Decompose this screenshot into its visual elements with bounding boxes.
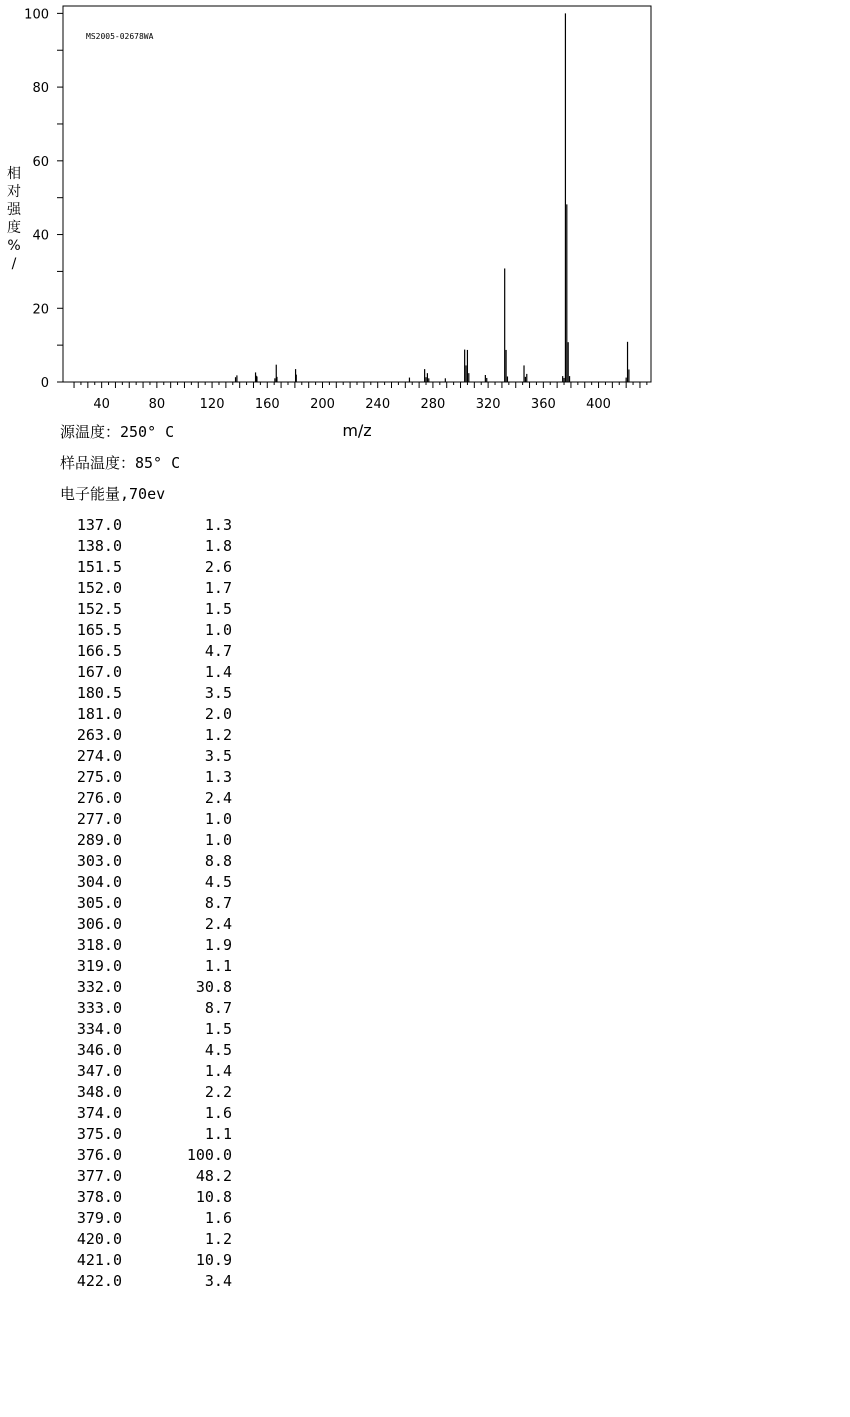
table-row [62,1187,232,1208]
mz-cell: 263.0 [76,726,122,744]
table-row [62,1103,232,1124]
mz-cell: 151.5 [76,558,122,576]
table-row [62,1250,232,1271]
table-row [62,935,232,956]
x-tick-label: 360 [530,397,556,412]
table-row [62,662,232,683]
mz-cell: 318.0 [76,936,122,954]
y-tick-label: 20 [32,302,49,318]
abundance-cell: 1.1 [204,957,232,975]
x-tick-label: 160 [254,397,280,412]
table-row [62,683,232,704]
abundance-cell: 10.8 [195,1188,232,1206]
table-row [62,536,232,557]
table-row [62,1271,232,1292]
table-row [62,767,232,788]
mz-cell: 347.0 [76,1062,122,1080]
mz-cell: 375.0 [76,1125,122,1143]
table-row [62,725,232,746]
mz-cell: 166.5 [76,642,122,660]
abundance-cell: 2.6 [204,558,232,576]
abundance-cell: 1.8 [204,537,232,555]
abundance-cell: 1.1 [204,1125,232,1143]
abundance-cell: 1.6 [204,1209,232,1227]
mz-cell: 348.0 [76,1083,122,1101]
x-tick-label: 400 [586,397,611,412]
table-row [62,1040,232,1061]
x-tick-label: 240 [365,397,391,412]
y-axis-label-text: 相对强度% / [7,166,21,272]
mz-cell: 421.0 [76,1251,122,1269]
y-tick-label: 60 [32,154,49,170]
table-row [62,788,232,809]
abundance-cell: 1.0 [204,810,232,828]
source-temperature: 源温度：250° C [60,423,175,441]
abundance-cell: 2.0 [204,705,232,723]
y-axis-ticks [24,7,63,391]
abundance-cell: 3.5 [204,684,232,702]
table-row [62,914,232,935]
table-row [62,872,232,893]
abundance-cell: 4.5 [204,1041,232,1059]
table-row [62,578,232,599]
abundance-cell: 3.4 [204,1272,232,1290]
table-row [62,809,232,830]
mz-cell: 152.0 [76,579,122,597]
abundance-cell: 1.4 [204,663,232,681]
abundance-cell: 1.0 [204,831,232,849]
table-row [62,977,232,998]
mz-cell: 180.5 [76,684,122,702]
table-row [62,1082,232,1103]
mz-cell: 277.0 [76,810,122,828]
x-tick-label: 120 [199,397,225,412]
mz-cell: 165.5 [76,621,122,639]
x-axis-label: m/z [342,421,372,440]
table-row [62,1145,232,1166]
x-tick-label: 80 [148,397,166,412]
mz-cell: 374.0 [76,1104,122,1122]
mz-cell: 274.0 [76,747,122,765]
abundance-cell: 1.3 [204,516,232,534]
mz-cell: 346.0 [76,1041,122,1059]
table-row [62,830,232,851]
table-row [62,599,232,620]
mz-cell: 181.0 [76,705,122,723]
mz-cell: 138.0 [76,537,122,555]
abundance-cell: 100.0 [186,1146,232,1164]
mz-cell: 152.5 [76,600,122,618]
abundance-cell: 1.5 [204,600,232,618]
mz-cell: 303.0 [76,852,122,870]
abundance-cell: 8.7 [204,894,232,912]
mz-cell: 304.0 [76,873,122,891]
mz-cell: 289.0 [76,831,122,849]
abundance-cell: 8.8 [204,852,232,870]
y-tick-label: 0 [40,376,49,391]
spectrum-code: MS2005-02678WA [86,32,154,41]
abundance-cell: 1.9 [204,936,232,954]
table-row [62,998,232,1019]
abundance-cell: 10.9 [195,1251,232,1269]
abundance-cell: 1.2 [204,1230,232,1248]
table-row [62,1208,232,1229]
mz-cell: 305.0 [76,894,122,912]
y-tick-label: 80 [32,81,49,97]
table-row [62,1019,232,1040]
abundance-cell: 48.2 [195,1167,232,1185]
mz-cell: 333.0 [76,999,122,1017]
mz-cell: 378.0 [76,1188,122,1206]
mz-cell: 276.0 [76,789,122,807]
table-row [62,557,232,578]
abundance-cell: 30.8 [195,978,232,996]
table-row [62,704,232,725]
table-row [62,1124,232,1145]
abundance-cell: 4.7 [204,642,232,660]
abundance-cell: 2.2 [204,1083,232,1101]
mass-spectrum-chart [0,0,850,445]
table-row [62,956,232,977]
mz-cell: 420.0 [76,1230,122,1248]
sample-temperature: 样品温度：85° C [60,454,181,472]
abundance-cell: 1.5 [204,1020,232,1038]
x-axis-ticks [74,382,647,412]
mz-cell: 379.0 [76,1209,122,1227]
y-tick-label: 40 [32,228,49,244]
abundance-cell: 4.5 [204,873,232,891]
mz-cell: 319.0 [76,957,122,975]
table-row [62,746,232,767]
table-row [62,641,232,662]
mz-cell: 376.0 [76,1146,122,1164]
peak-table [62,515,232,1292]
plot-frame [63,6,651,382]
abundance-cell: 2.4 [204,915,232,933]
spectrum-peaks [236,13,629,382]
mz-cell: 422.0 [76,1272,122,1290]
table-row [62,1166,232,1187]
mz-cell: 332.0 [76,978,122,996]
mz-cell: 306.0 [76,915,122,933]
y-axis-label [7,165,22,272]
abundance-cell: 1.6 [204,1104,232,1122]
table-row [62,1061,232,1082]
table-row [62,851,232,872]
abundance-cell: 1.0 [204,621,232,639]
abundance-cell: 1.2 [204,726,232,744]
x-tick-label: 280 [420,397,446,412]
mz-cell: 377.0 [76,1167,122,1185]
table-row [62,620,232,641]
mz-cell: 167.0 [76,663,122,681]
abundance-cell: 1.3 [204,768,232,786]
abundance-cell: 1.7 [204,579,232,597]
abundance-cell: 3.5 [204,747,232,765]
x-tick-label: 40 [93,397,110,412]
mz-cell: 334.0 [76,1020,122,1038]
electron-energy: 电子能量,70ev [60,485,166,503]
abundance-cell: 2.4 [204,789,232,807]
x-tick-label: 200 [310,397,335,412]
table-row [62,515,232,536]
y-tick-label: 100 [24,7,49,23]
x-tick-label: 320 [475,397,501,412]
table-row [62,1229,232,1250]
abundance-cell: 8.7 [204,999,232,1017]
mz-cell: 275.0 [76,768,122,786]
mz-cell: 137.0 [76,516,122,534]
abundance-cell: 1.4 [204,1062,232,1080]
table-row [62,893,232,914]
